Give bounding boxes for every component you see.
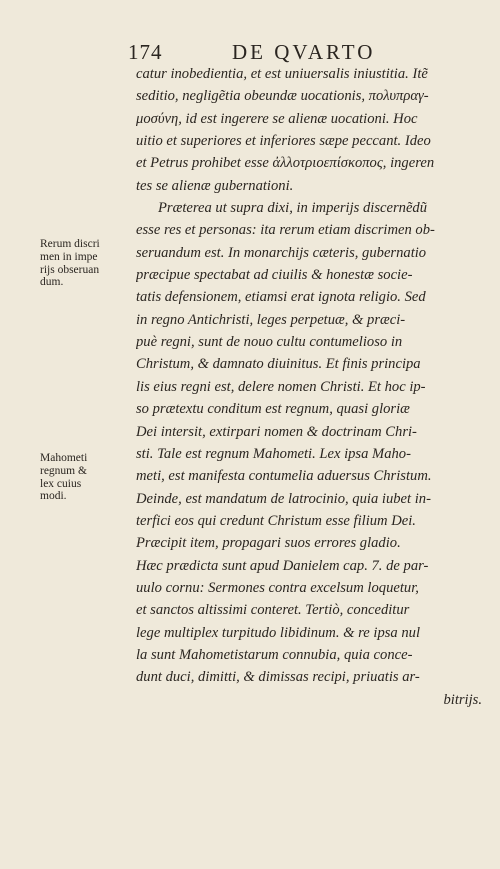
text-line: et sanctos altissimi conteret. Tertiò, conceditur [136, 602, 410, 619]
text-line: præcipue spectabat ad ciuilis & honestæ socie- [136, 267, 413, 284]
page-number: 174 [128, 40, 163, 64]
text-line: in regno Antichristi, leges perpetuæ, & præci- [136, 311, 406, 328]
text-line: catur inobedientia, et est uniuersalis iniustitia. Itẽ [136, 66, 428, 82]
text-line: Hæc prædicta sunt apud Danielem cap. 7. de par- [136, 557, 429, 574]
text-line: meti, est manifesta contumelia aduersus Christum. [136, 468, 432, 485]
margin-note-mahometi [40, 452, 132, 503]
text-line: seruandum est. In monarchijs cæteris, gubernatio [136, 244, 427, 261]
text-line: Dei intersit, extirpari nomen & doctrinam Chri- [136, 423, 417, 440]
text-line: lis eius regni est, delere nomen Christi. Et hoc ip- [136, 378, 426, 395]
running-head: DE QVARTO [232, 40, 376, 64]
text-line: puè regni, sunt de nouo cultu contumelioso in [136, 334, 403, 351]
margin-note-line: Rerum discri [40, 238, 100, 250]
body-text [136, 63, 482, 711]
text-line: et Petrus prohibet esse ἀλλοτριοεπίσκοπος, ingeren [136, 155, 435, 172]
margin-note-line: Mahometi [40, 452, 88, 464]
margin-note-rerum [40, 238, 132, 289]
margin-note-line: rijs obseruan [40, 263, 100, 276]
text-line: Præcipit item, propagari suos errores gladio. [136, 535, 401, 552]
text-line: uitio et superiores et inferiores sæpe peccant. Ideo [136, 133, 431, 150]
text-line: μοσύνη, id est ingerere se alienæ uocationi. Hoc [136, 110, 418, 127]
text-line: dunt duci, dimitti, & dimissas recipi, priuatis ar- [136, 669, 420, 686]
text-line: terfici eos qui credunt Christum esse filium Dei. [136, 512, 416, 529]
text-line: seditio, negligẽtia obeundæ uocationis, πολυπραγ- [136, 88, 429, 105]
text-line: Christum, & damnato diuinitus. Et finis principa [136, 356, 421, 373]
text-line: Præterea ut supra dixi, in imperijs discernẽdũ [158, 200, 428, 217]
margin-note-line: modi. [40, 490, 67, 503]
text-line: sti. Tale est regnum Mahometi. Lex ipsa Maho- [136, 445, 411, 462]
text-line: la sunt Mahometistarum connubia, quia conce- [136, 646, 413, 663]
text-line: tatis defensionem, etiamsi erat ignota religio. Sed [136, 289, 426, 306]
page-header [128, 40, 458, 64]
text-line: esse res et personas: ita rerum etiam discrimen ob- [136, 222, 435, 239]
text-line: uulo cornu: Sermones contra excelsum loquetur, [136, 579, 419, 596]
text-line: lege multiplex turpitudo libidinum. & re ipsa nul [136, 624, 421, 641]
text-line: so prætextu conditum est regnum, quasi gloriæ [136, 401, 410, 418]
text-line: Deinde, est mandatum de latrocinio, quia iubet in- [136, 490, 431, 507]
margin-note-line: regnum & [40, 464, 87, 477]
text-line: bitrijs. [443, 691, 482, 708]
text-line: tes se alienæ gubernationi. [136, 177, 294, 194]
margin-note-line: lex cuius [40, 477, 82, 490]
margin-note-line: men in impe [40, 250, 98, 263]
margin-note-line: dum. [40, 276, 64, 289]
